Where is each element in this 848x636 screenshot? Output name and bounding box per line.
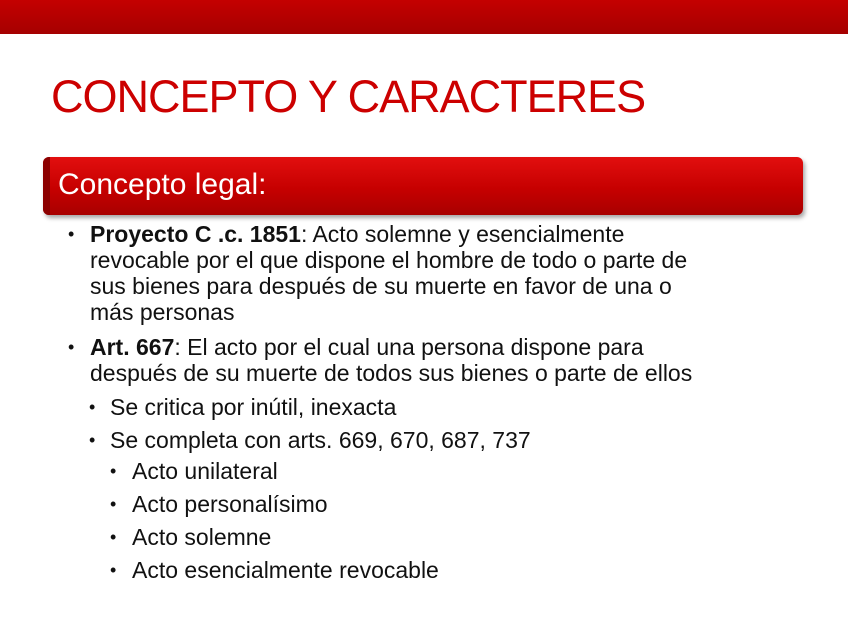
bullet-proyecto bbox=[0, 221, 848, 325]
bullet-glyph: • bbox=[110, 527, 117, 547]
sub-bullet-text: Se completa con arts. 669, 670, 687, 737 bbox=[110, 427, 531, 453]
bullet-text: : Acto solemne y esencialmente bbox=[300, 221, 625, 247]
bullet-bold-term: Proyecto C .c. 1851 bbox=[90, 221, 301, 247]
sub-bullet-text: Se critica por inútil, inexacta bbox=[110, 394, 397, 420]
bullet-line bbox=[90, 334, 810, 360]
slide-title: CONCEPTO Y CARACTERES bbox=[51, 71, 646, 122]
bullet-glyph: • bbox=[110, 494, 117, 514]
sub-sub-bullet-text: Acto unilateral bbox=[132, 458, 278, 484]
sub-sub-bullet bbox=[0, 524, 848, 550]
sub-bullet bbox=[0, 394, 848, 420]
sub-sub-bullet bbox=[0, 458, 848, 484]
bullet-line: más personas bbox=[90, 299, 235, 325]
bullet-line: revocable por el que dispone el hombre de todo o parte de bbox=[90, 247, 688, 273]
sub-bullet bbox=[0, 427, 848, 453]
section-header-label: Concepto legal: bbox=[58, 168, 267, 201]
bullet-glyph: • bbox=[68, 224, 75, 244]
bullet-glyph: • bbox=[68, 337, 75, 357]
bullet-line bbox=[90, 221, 810, 247]
bullet-glyph: • bbox=[89, 397, 96, 417]
sub-sub-bullet-text: Acto personalísimo bbox=[132, 491, 328, 517]
sub-sub-bullet bbox=[0, 557, 848, 583]
bullet-glyph: • bbox=[89, 430, 96, 450]
bullet-art-667 bbox=[0, 334, 848, 386]
sub-sub-bullet-text: Acto solemne bbox=[132, 524, 272, 550]
bullet-text: : El acto por el cual una persona dispone para bbox=[174, 334, 644, 360]
sub-sub-bullet-text: Acto esencialmente revocable bbox=[132, 557, 439, 583]
bullet-bold-term: Art. 667 bbox=[90, 334, 175, 360]
sub-sub-bullet bbox=[0, 491, 848, 517]
bullet-glyph: • bbox=[110, 461, 117, 481]
bullet-line: después de su muerte de todos sus bienes o parte de ellos bbox=[90, 360, 693, 386]
bullet-glyph: • bbox=[110, 560, 117, 580]
bullet-line: sus bienes para después de su muerte en favor de una o bbox=[90, 273, 672, 299]
